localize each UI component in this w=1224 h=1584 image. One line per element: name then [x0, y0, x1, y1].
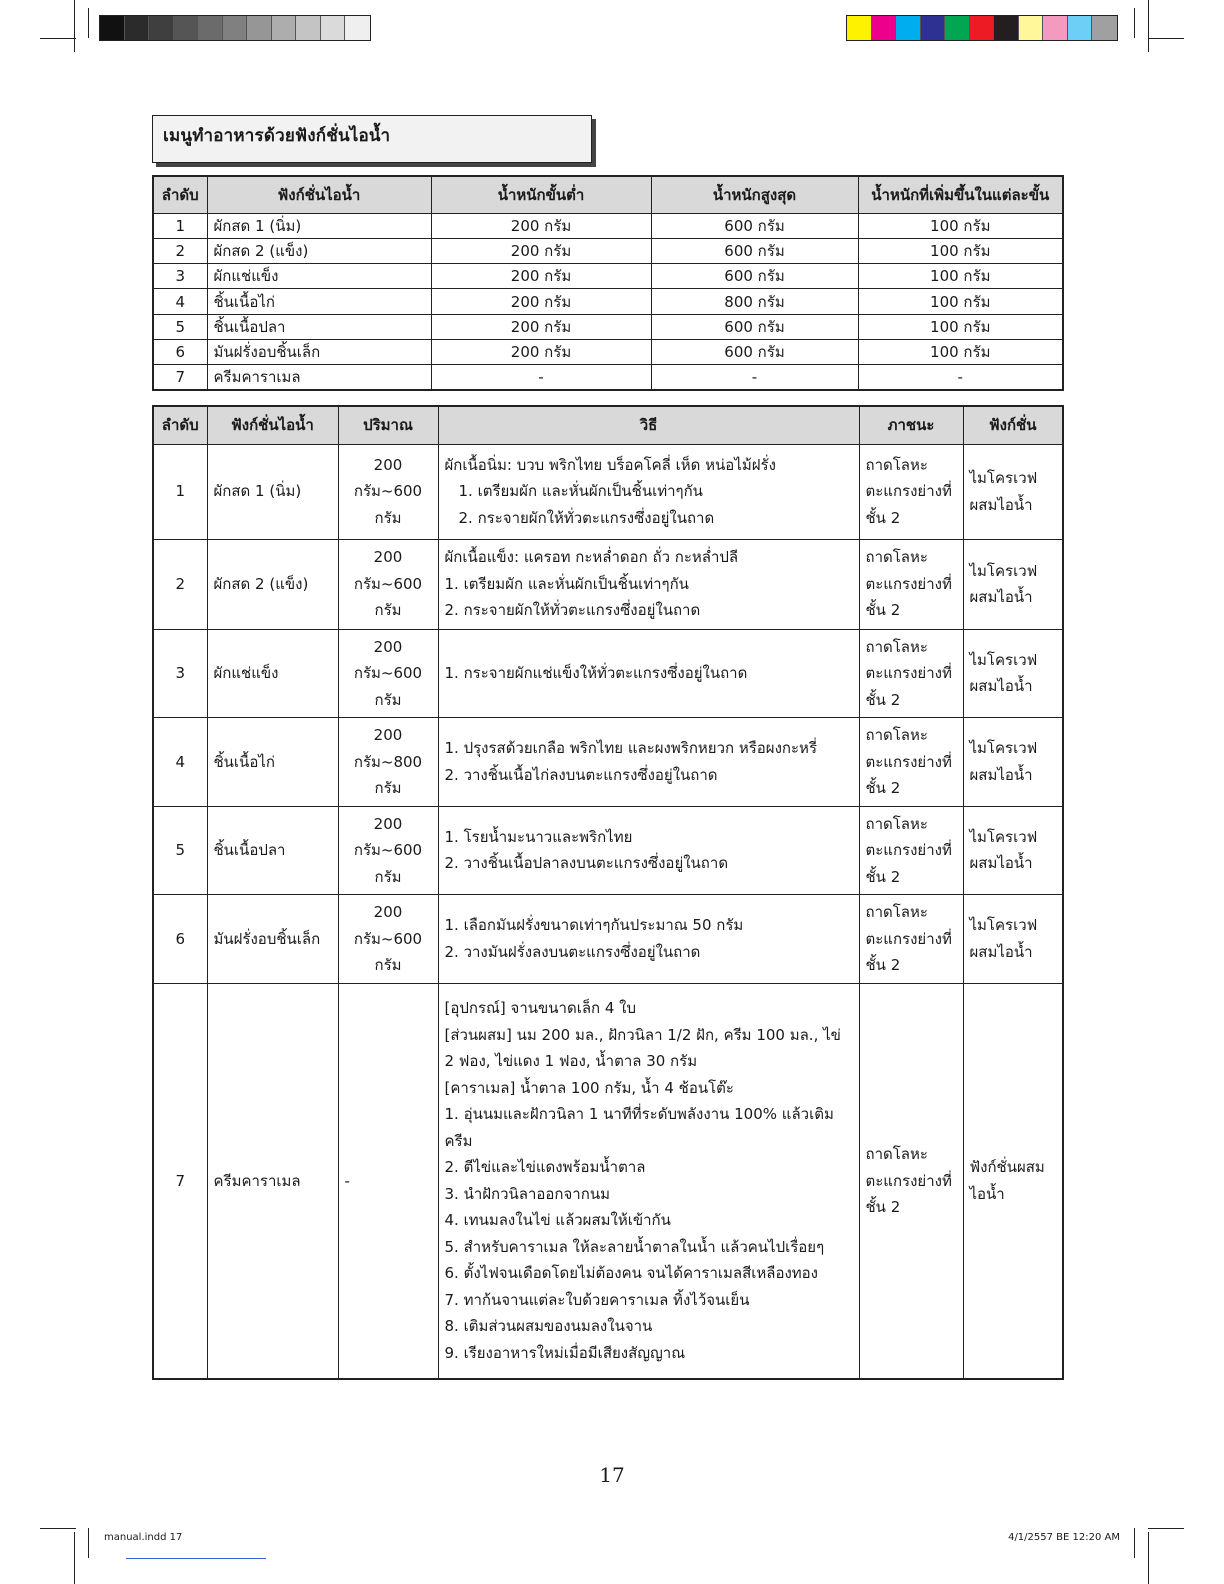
crop-mark	[1148, 1532, 1149, 1584]
calibration-swatch	[896, 16, 921, 40]
calibration-swatch	[847, 16, 872, 40]
min-weight-cell: -	[431, 365, 651, 391]
calibration-swatch	[1092, 16, 1117, 40]
weight-step-cell: 100 กรัม	[858, 264, 1063, 289]
weight-step-cell: 100 กรัม	[858, 289, 1063, 314]
container-cell	[859, 806, 963, 895]
order-cell: 6	[153, 339, 207, 364]
amount-line: กรัม~600	[353, 482, 423, 501]
method-line: 1. เตรียมผัก และหั่นผักเป็นชิ้นเท่าๆกัน	[444, 574, 689, 593]
max-weight-cell: 800 กรัม	[651, 289, 858, 314]
method-cell	[438, 806, 859, 895]
amount-line: 200	[373, 726, 403, 744]
table-row	[153, 539, 1063, 629]
function-cell: ชิ้นเนื้อไก่	[207, 289, 431, 314]
table-row	[153, 238, 1063, 263]
file-name: manual.indd 17	[104, 1532, 183, 1543]
container-line: ชั้น 2	[865, 1198, 901, 1216]
method-cell	[438, 718, 859, 807]
mode-cell	[963, 806, 1063, 895]
container-line: ถาดโลหะ	[865, 814, 928, 833]
min-weight-cell: 200 กรัม	[431, 339, 651, 364]
table-row	[153, 718, 1063, 807]
crop-mark	[40, 1528, 76, 1529]
min-weight-cell: 200 กรัม	[431, 238, 651, 263]
mode-line: ผสมไอน้ำ	[969, 765, 1033, 784]
calibration-swatch	[321, 16, 346, 40]
weight-step-cell: -	[858, 365, 1063, 391]
method-cell	[438, 983, 859, 1379]
crop-mark	[88, 1528, 89, 1558]
container-line: ถาดโลหะ	[865, 1145, 928, 1163]
order-cell: 5	[153, 314, 207, 339]
amount-cell	[338, 718, 438, 807]
amount-line: กรัม~600	[353, 929, 423, 948]
mode-cell	[963, 539, 1063, 629]
weight-step-cell: 100 กรัม	[858, 238, 1063, 263]
grayscale-calibration-bar	[99, 15, 371, 41]
container-cell	[859, 895, 963, 984]
amount-line: 200	[373, 903, 403, 921]
table-row	[153, 314, 1063, 339]
function-cell: ครีมคาราเมล	[207, 365, 431, 391]
calibration-swatch	[247, 16, 272, 40]
container-cell	[859, 539, 963, 629]
function-cell: ผักแช่แข็ง	[207, 264, 431, 289]
mode-line: ฟังก์ชั่นผสม	[969, 1158, 1045, 1177]
container-line: ตะแกรงย่างที่	[865, 1171, 952, 1190]
recipe-table-header-row	[153, 406, 1063, 444]
calibration-swatch	[1068, 16, 1093, 40]
container-line: ชั้น 2	[865, 690, 901, 709]
mode-cell	[963, 718, 1063, 807]
function-cell: ผักสด 1 (นิ่ม)	[207, 444, 338, 539]
function-cell: ชิ้นเนื้อไก่	[207, 718, 338, 807]
function-cell: ครีมคาราเมล	[207, 983, 338, 1379]
max-weight-cell: 600 กรัม	[651, 314, 858, 339]
method-line: [ส่วนผสม] นม 200 มล., ฝักวนิลา 1/2 ฝัก, ครีม 100 มล., ไข่ 2 ฟอง, ไข่แดง 1 ฟอง, น้ำตาล 30 กรัม	[444, 1025, 841, 1071]
weight-step-cell: 100 กรัม	[858, 314, 1063, 339]
print-timestamp: 4/1/2557 BE 12:20 AM	[1008, 1532, 1120, 1543]
container-line: ชั้น 2	[865, 779, 901, 797]
file-underline	[126, 1558, 266, 1559]
amount-line: กรัม~600	[353, 841, 423, 859]
mode-line: ไมโครเวฟ	[969, 827, 1038, 846]
container-line: ตะแกรงย่างที่	[865, 929, 952, 948]
method-line: 1. ปรุงรสด้วยเกลือ พริกไทย และผงพริกหยวก หรือผงกะหรี่	[444, 739, 817, 758]
container-cell	[859, 629, 963, 718]
mode-line: ผสมไอน้ำ	[969, 942, 1033, 961]
order-cell: 4	[153, 718, 207, 807]
container-line: ตะแกรงย่างที่	[865, 574, 952, 593]
section-heading: เมนูทำอาหารด้วยฟังก์ชั่นไอน้ำ	[152, 115, 592, 163]
amount-line: กรัม	[374, 690, 402, 709]
calibration-swatch	[1043, 16, 1068, 40]
container-line: ชั้น 2	[865, 508, 901, 527]
max-weight-cell: 600 กรัม	[651, 238, 858, 263]
container-line: ตะแกรงย่างที่	[865, 482, 952, 501]
mode-line: ผสมไอน้ำ	[969, 495, 1033, 514]
method-line: ผักเนื้อแข็ง: แครอท กะหล่ำดอก ถั่ว กะหล่ำปลี	[444, 548, 739, 567]
calibration-swatch	[970, 16, 995, 40]
calibration-swatch	[945, 16, 970, 40]
amount-line: กรัม	[374, 867, 402, 886]
container-line: ถาดโลหะ	[865, 726, 928, 744]
container-line: ชั้น 2	[865, 956, 901, 974]
crop-mark	[88, 8, 89, 38]
mode-cell	[963, 444, 1063, 539]
min-weight-cell: 200 กรัม	[431, 289, 651, 314]
method-line: 2. วางมันฝรั่งลงบนตะแกรงซึ่งอยู่ในถาด	[444, 942, 701, 961]
method-line: 1. กระจายผักแช่แข็งให้ทั่วตะแกรงซึ่งอยู่ในถาด	[444, 664, 748, 682]
function-cell: ผักสด 2 (แข็ง)	[207, 238, 431, 263]
amount-cell	[338, 444, 438, 539]
table-row	[153, 213, 1063, 238]
order-cell: 1	[153, 213, 207, 238]
order-cell: 7	[153, 983, 207, 1379]
header-method: วิธี	[438, 406, 859, 444]
method-line: 6. ตั้งไฟจนเดือดโดยไม่ต้องคน จนได้คาราเมลสีเหลืองทอง	[444, 1264, 819, 1283]
header-min-weight: น้ำหนักขั้นต่ำ	[431, 176, 651, 213]
amount-line: กรัม~600	[353, 574, 423, 593]
method-line: 2. วางชิ้นเนื้อไก่ลงบนตะแกรงซึ่งอยู่ในถาด	[444, 765, 718, 784]
order-cell: 3	[153, 264, 207, 289]
min-weight-cell: 200 กรัม	[431, 213, 651, 238]
weight-step-cell: 100 กรัม	[858, 339, 1063, 364]
method-line: 8. เติมส่วนผสมของนมลงในจาน	[444, 1317, 653, 1336]
header-container: ภาชนะ	[859, 406, 963, 444]
amount-line: 200	[373, 814, 403, 833]
calibration-swatch	[174, 16, 199, 40]
mode-line: ไมโครเวฟ	[969, 650, 1038, 669]
mode-line: ไอน้ำ	[969, 1184, 1005, 1203]
table-row	[153, 289, 1063, 314]
amount-cell	[338, 895, 438, 984]
method-cell	[438, 444, 859, 539]
amount-line: กรัม~800	[353, 752, 423, 771]
method-line: [คาราเมล] น้ำตาล 100 กรัม, น้ำ 4 ช้อนโต๊ะ	[444, 1078, 734, 1097]
header-order: ลำดับ	[153, 406, 207, 444]
method-line: 1. เลือกมันฝรั่งขนาดเท่าๆกันประมาณ 50 กรัม	[444, 916, 744, 935]
color-calibration-bar	[846, 15, 1118, 41]
function-cell: ผักสด 2 (แข็ง)	[207, 539, 338, 629]
container-line: ถาดโลหะ	[865, 637, 928, 656]
amount-cell	[338, 806, 438, 895]
method-line: 9. เรียงอาหารใหม่เมื่อมีเสียงสัญญาณ	[444, 1343, 686, 1362]
mode-line: ไมโครเวฟ	[969, 916, 1038, 935]
table-row	[153, 365, 1063, 391]
method-line: 2. วางชิ้นเนื้อปลาลงบนตะแกรงซึ่งอยู่ในถาด	[444, 854, 729, 873]
mode-cell	[963, 983, 1063, 1379]
order-cell: 6	[153, 895, 207, 984]
container-line: ตะแกรงย่างที่	[865, 752, 952, 771]
amount-line: กรัม	[374, 779, 402, 797]
mode-line: ไมโครเวฟ	[969, 739, 1038, 758]
table-row	[153, 629, 1063, 718]
crop-mark	[74, 1532, 75, 1584]
order-cell: 5	[153, 806, 207, 895]
calibration-swatch	[125, 16, 150, 40]
calibration-swatch	[1019, 16, 1044, 40]
amount-line: -	[344, 1171, 350, 1190]
method-line: 7. ทาก้นจานแต่ละใบด้วยคาราเมล ทิ้งไว้จนเย็น	[444, 1290, 750, 1309]
amount-cell	[338, 983, 438, 1379]
header-max-weight: น้ำหนักสูงสุด	[651, 176, 858, 213]
mode-line: ผสมไอน้ำ	[969, 588, 1033, 606]
amount-cell	[338, 539, 438, 629]
function-cell: มันฝรั่งอบชิ้นเล็ก	[207, 895, 338, 984]
method-line: 5. สำหรับคาราเมล ให้ละลายน้ำตาลในน้ำ แล้วคนไปเรื่อยๆ	[444, 1237, 825, 1256]
method-line: 1. เตรียมผัก และหั่นผักเป็นชิ้นเท่าๆกัน	[458, 482, 703, 501]
calibration-swatch	[272, 16, 297, 40]
table-row	[153, 339, 1063, 364]
max-weight-cell: -	[651, 365, 858, 391]
header-weight-step: น้ำหนักที่เพิ่มขึ้นในแต่ละขั้น	[858, 176, 1063, 213]
crop-mark	[1134, 1528, 1135, 1558]
mode-cell	[963, 895, 1063, 984]
container-line: ชั้น 2	[865, 867, 901, 886]
table-row	[153, 264, 1063, 289]
table-row	[153, 444, 1063, 539]
calibration-swatch	[198, 16, 223, 40]
header-function: ฟังก์ชั่น	[963, 406, 1063, 444]
max-weight-cell: 600 กรัม	[651, 339, 858, 364]
mode-line: ผสมไอน้ำ	[969, 854, 1033, 873]
container-line: ถาดโลหะ	[865, 903, 928, 921]
method-line: [อุปกรณ์] จานขนาดเล็ก 4 ใบ	[444, 999, 637, 1018]
calibration-swatch	[100, 16, 125, 40]
container-line: ตะแกรงย่างที่	[865, 664, 952, 682]
amount-line: กรัม	[374, 601, 402, 620]
crop-mark	[1148, 38, 1184, 39]
amount-line: 200	[373, 637, 403, 656]
table-row	[153, 895, 1063, 984]
order-cell: 2	[153, 238, 207, 263]
amount-line: กรัม~600	[353, 664, 423, 682]
header-order: ลำดับ	[153, 176, 207, 213]
function-cell: ผักแช่แข็ง	[207, 629, 338, 718]
weight-table	[152, 175, 1064, 391]
method-cell	[438, 895, 859, 984]
order-cell: 3	[153, 629, 207, 718]
mode-line: ผสมไอน้ำ	[969, 677, 1033, 696]
calibration-swatch	[223, 16, 248, 40]
function-cell: ผักสด 1 (นิ่ม)	[207, 213, 431, 238]
method-line: ผักเนื้อนิ่ม: บวบ พริกไทย บร็อคโคลี่ เห็ด หน่อไม้ฝรั่ง	[444, 455, 776, 474]
order-cell: 7	[153, 365, 207, 391]
calibration-swatch	[296, 16, 321, 40]
amount-cell	[338, 629, 438, 718]
weight-table-header-row	[153, 176, 1063, 213]
container-cell	[859, 718, 963, 807]
container-cell	[859, 983, 963, 1379]
calibration-swatch	[149, 16, 174, 40]
container-line: ชั้น 2	[865, 601, 901, 620]
weight-step-cell: 100 กรัม	[858, 213, 1063, 238]
min-weight-cell: 200 กรัม	[431, 264, 651, 289]
calibration-swatch	[345, 16, 370, 40]
recipe-table	[152, 405, 1064, 1380]
min-weight-cell: 200 กรัม	[431, 314, 651, 339]
order-cell: 4	[153, 289, 207, 314]
amount-line: 200	[373, 455, 403, 474]
mode-line: ไมโครเวฟ	[969, 469, 1038, 487]
order-cell: 2	[153, 539, 207, 629]
calibration-swatch	[872, 16, 897, 40]
amount-line: กรัม	[374, 956, 402, 974]
table-row	[153, 806, 1063, 895]
mode-cell	[963, 629, 1063, 718]
method-line: 1. โรยน้ำมะนาวและพริกไทย	[444, 827, 633, 846]
container-line: ถาดโลหะ	[865, 548, 928, 567]
function-cell: ชิ้นเนื้อปลา	[207, 314, 431, 339]
container-cell	[859, 444, 963, 539]
method-cell	[438, 539, 859, 629]
function-cell: ชิ้นเนื้อปลา	[207, 806, 338, 895]
calibration-swatch	[921, 16, 946, 40]
method-line: 2. กระจายผักให้ทั่วตะแกรงซึ่งอยู่ในถาด	[444, 601, 701, 620]
crop-mark	[1148, 0, 1149, 52]
function-cell: มันฝรั่งอบชิ้นเล็ก	[207, 339, 431, 364]
mode-line: ไมโครเวฟ	[969, 561, 1038, 580]
method-line: 3. นำฝักวนิลาออกจากนม	[444, 1184, 610, 1203]
table-row	[153, 983, 1063, 1379]
method-line: 2. กระจายผักให้ทั่วตะแกรงซึ่งอยู่ในถาด	[458, 508, 715, 527]
order-cell: 1	[153, 444, 207, 539]
page-number: 17	[599, 1463, 625, 1487]
crop-mark	[1148, 1528, 1184, 1529]
max-weight-cell: 600 กรัม	[651, 264, 858, 289]
method-line: 2. ตีไข่และไข่แดงพร้อมน้ำตาล	[444, 1158, 646, 1177]
method-line: 1. อุ่นนมและฝักวนิลา 1 นาทีที่ระดับพลังงาน 100% แล้วเติมครีม	[444, 1105, 834, 1150]
amount-line: 200	[373, 548, 403, 567]
crop-mark	[74, 0, 75, 52]
calibration-swatch	[994, 16, 1019, 40]
crop-mark	[40, 38, 76, 39]
container-line: ถาดโลหะ	[865, 455, 928, 474]
header-amount: ปริมาณ	[338, 406, 438, 444]
container-line: ตะแกรงย่างที่	[865, 841, 952, 859]
header-steam-function: ฟังก์ชั่นไอน้ำ	[207, 176, 431, 213]
amount-line: กรัม	[374, 508, 402, 527]
header-steam-function: ฟังก์ชั่นไอน้ำ	[207, 406, 338, 444]
crop-mark	[1134, 8, 1135, 38]
max-weight-cell: 600 กรัม	[651, 213, 858, 238]
method-cell	[438, 629, 859, 718]
method-line: 4. เทนมลงในไข่ แล้วผสมให้เข้ากัน	[444, 1211, 671, 1230]
